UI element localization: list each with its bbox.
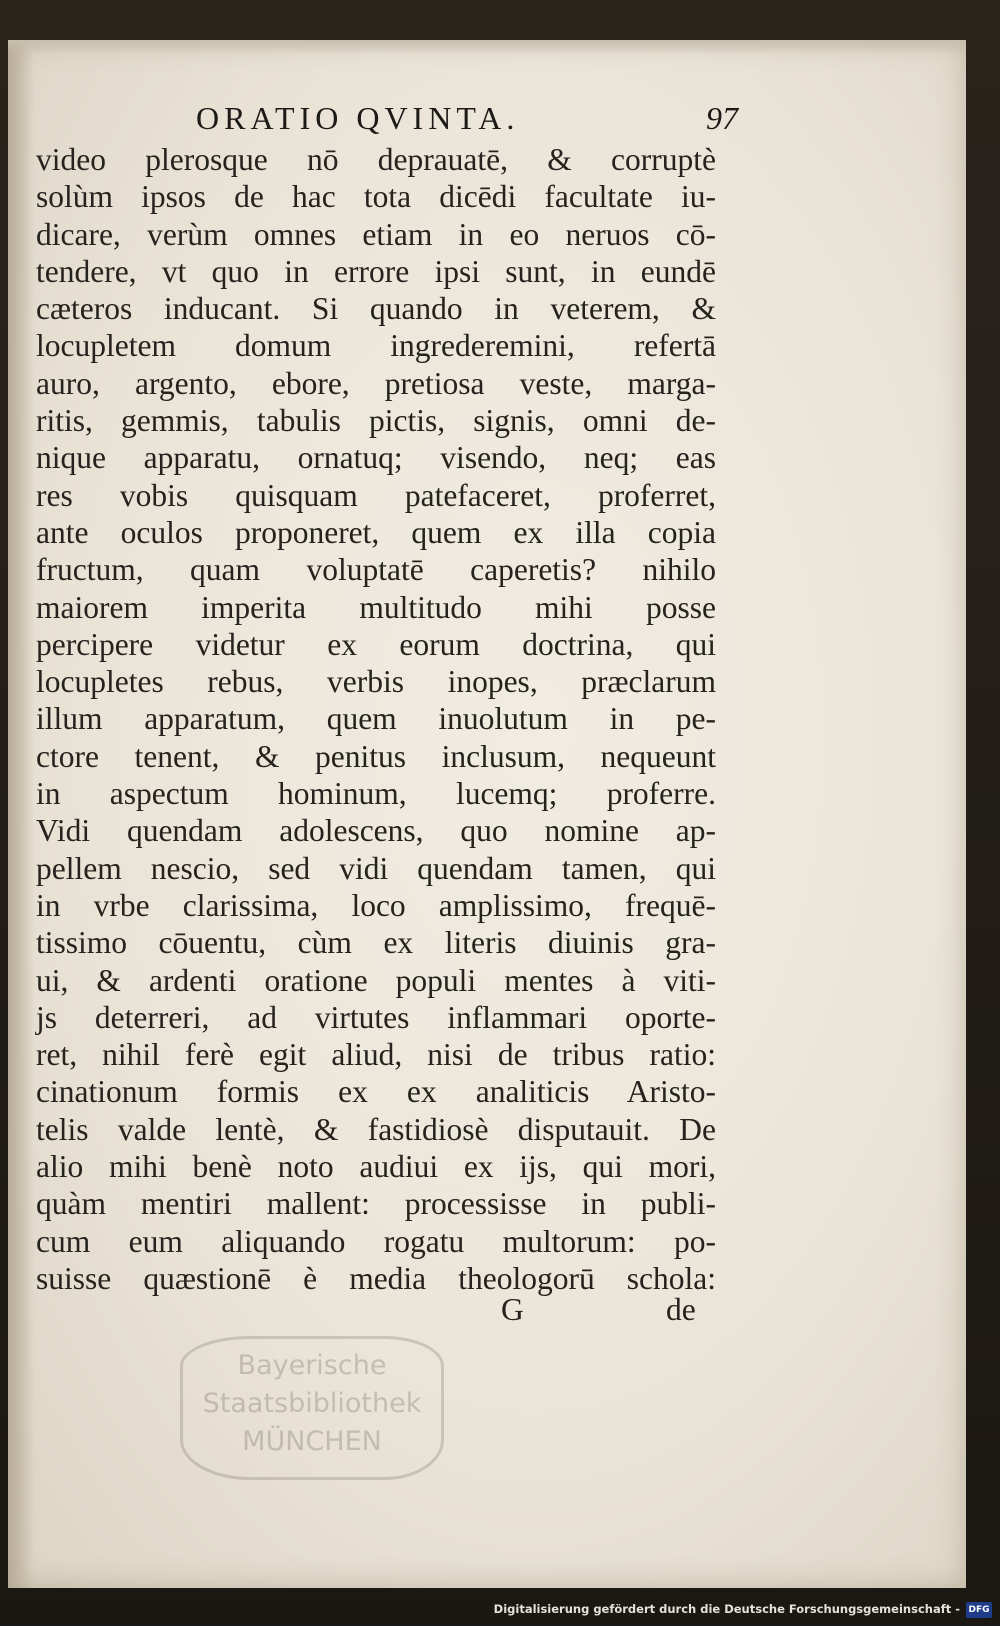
text-line: suisse quæstionē è media theologorū schola:	[36, 1260, 716, 1296]
text-line: locupletes rebus, verbis inopes, præclarum	[36, 664, 716, 700]
page-number: 97	[706, 100, 738, 136]
running-title: ORATIO QVINTA.	[196, 100, 520, 136]
body-text	[36, 141, 716, 1297]
text-line: quàm mentiri mallent: processisse in publi-	[36, 1186, 716, 1222]
text-line: alio mihi benè noto audiui ex ijs, qui mori,	[36, 1149, 716, 1185]
text-line: cinationum formis ex ex analiticis Aristo-	[36, 1074, 716, 1110]
running-head	[36, 100, 736, 144]
text-line: solùm ipsos de hac tota dicēdi facultate iu-	[36, 179, 716, 215]
library-stamp	[180, 1336, 444, 1480]
text-line: percipere videtur ex eorum doctrina, qui	[36, 626, 716, 662]
text-line: ritis, gemmis, tabulis pictis, signis, omni de-	[36, 403, 716, 439]
text-line: in vrbe clarissima, loco amplissimo, frequē-	[36, 887, 716, 923]
text-line: auro, argento, ebore, pretiosa veste, marga-	[36, 365, 716, 401]
text-line: tendere, vt quo in errore ipsi sunt, in eundē	[36, 253, 716, 289]
text-line: illum apparatum, quem inuolutum in pe-	[36, 701, 716, 737]
text-line: fructum, quam voluptatē caperetis? nihilo	[36, 552, 716, 588]
text-line: ui, & ardenti oratione populi mentes à viti-	[36, 962, 716, 998]
page-edge-shadow	[8, 40, 34, 1588]
text-line: telis valde lentè, & fastidiosè disputauit. De	[36, 1111, 716, 1147]
text-line: nique apparatu, ornatuq; visendo, neq; eas	[36, 440, 716, 476]
text-line: ctore tenent, & penitus inclusum, nequeunt	[36, 738, 716, 774]
catchword: de	[666, 1292, 696, 1327]
text-line: res vobis quisquam patefaceret, proferret,	[36, 477, 716, 513]
catchword-line	[36, 1292, 716, 1332]
dfg-logo: DFG	[966, 1602, 992, 1618]
text-line: in aspectum hominum, lucemq; proferre.	[36, 776, 716, 812]
text-line: js deterreri, ad virtutes inflammari oporte-	[36, 999, 716, 1035]
text-line: tissimo cōuentu, cùm ex literis diuinis gra-	[36, 925, 716, 961]
stamp-line: Staatsbibliothek	[202, 1388, 422, 1419]
stamp-line: MÜNCHEN	[242, 1426, 382, 1457]
text-line: Vidi quendam adolescens, quo nomine ap-	[36, 813, 716, 849]
text-line: cum eum aliquando rogatu multorum: po-	[36, 1223, 716, 1259]
text-line: locupletem domum ingrederemini, refertā	[36, 328, 716, 364]
text-line: video plerosque nō deprauatē, & corruptè	[36, 142, 716, 177]
digitization-credit: Digitalisierung gefördert durch die Deutsche Forschungsgemeinschaft -	[493, 1602, 960, 1616]
text-line: ret, nihil ferè egit aliud, nisi de tribus ratio:	[36, 1037, 716, 1073]
text-line: cæteros inducant. Si quando in veterem, &	[36, 291, 716, 327]
stamp-line: Bayerische	[237, 1350, 387, 1381]
page-top-shadow	[8, 40, 966, 54]
text-line: dicare, verùm omnes etiam in eo neruos cō-	[36, 216, 716, 252]
text-line: ante oculos proponeret, quem ex illa copia	[36, 514, 716, 550]
text-line: pellem nescio, sed vidi quendam tamen, qui	[36, 850, 716, 886]
signature-mark: G	[501, 1292, 524, 1327]
text-line: maiorem imperita multitudo mihi posse	[36, 589, 716, 625]
